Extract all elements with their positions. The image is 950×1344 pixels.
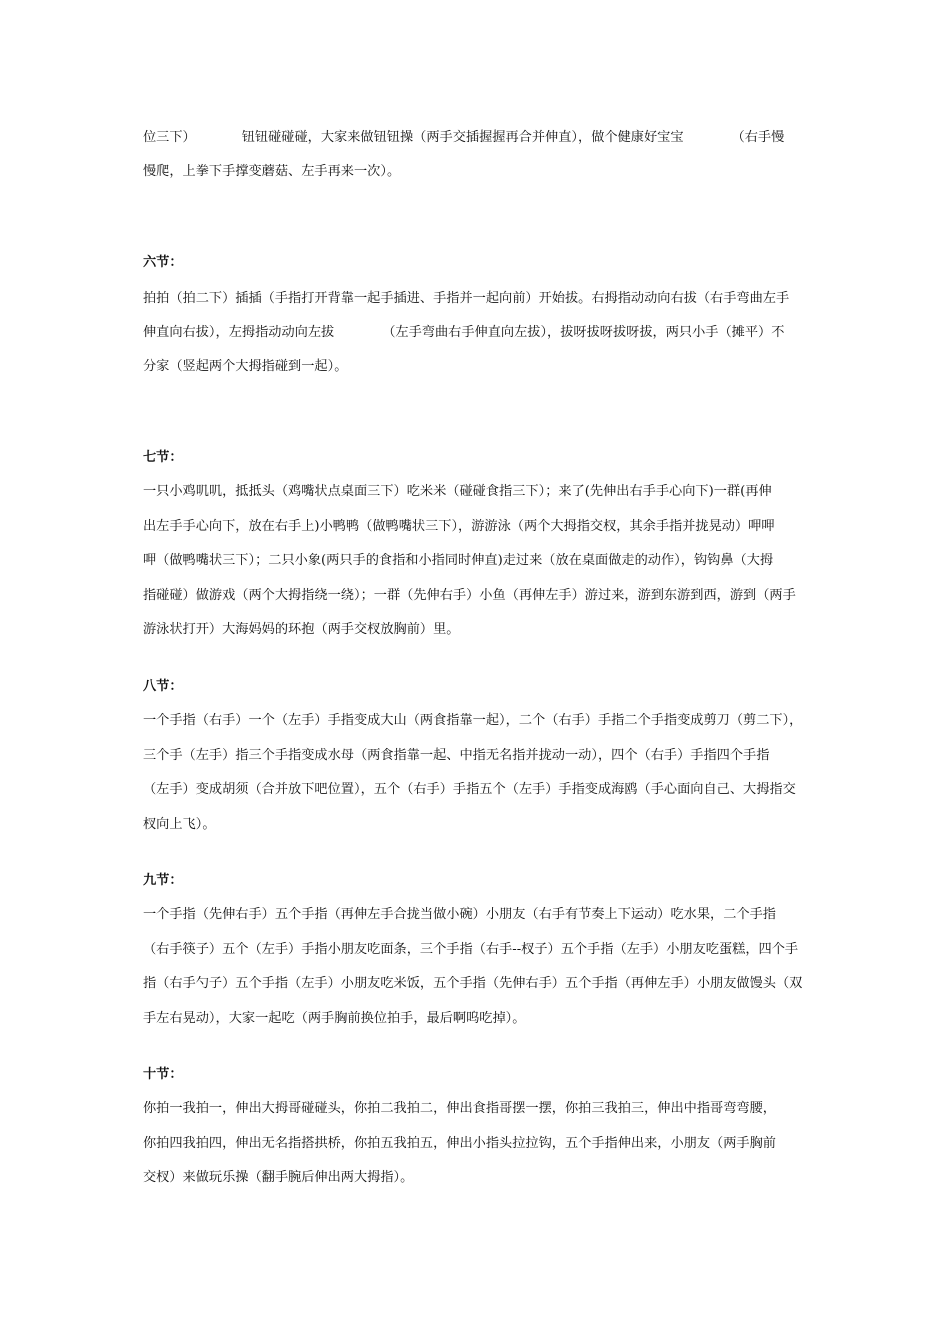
section-7-line-2: 出左手手心向下，放在右手上)小鸭鸭（做鸭嘴状三下），游游泳（两个大拇指交杈，其余手指并拢晃动）呷呷 [143, 519, 775, 534]
section-7-line-3: 呷（做鸭嘴状三下）；二只小象(两只手的食指和小指同时伸直)走过来（放在桌面做走的动作），钩钩鼻（大拇 [143, 553, 774, 568]
section-7-line-5: 游泳状打开）大海妈妈的环抱（两手交杈放胸前）里。 [143, 622, 460, 637]
intro-text-part-1: 位三下） [143, 130, 196, 145]
section-7-line-4: 指碰碰）做游戏（两个大拇指绕一绕）；一群（先伸右手）小鱼（再伸左手）游过来，游到东游到西，游到（两手 [143, 588, 796, 603]
section-7-line-1: 一只小鸡叽叽，抵抵头（鸡嘴状点桌面三下）吃米米（碰碰食指三下）；来了(先伸出右手手心向下)一群(再伸 [143, 484, 772, 499]
section-8-line-4: 杈向上飞）。 [143, 817, 216, 832]
section-9-heading: 九节： [143, 873, 183, 888]
section-8-line-2: 三个手（左手）指三个手指变成水母（两食指靠一起、中指无名指并拢动一动），四个（右手）手指四个手指 [143, 748, 770, 763]
section-9-line-4: 手左右晃动），大家一起吃（两手胸前换位拍手，最后啊呜吃掉）。 [143, 1011, 526, 1026]
section-6-line-2 [143, 323, 811, 343]
section-10-line-2: 你拍四我拍四，伸出无名指搭拱桥，你拍五我拍五，伸出小指头拉拉钩，五个手指伸出来，小朋友（两手胸前 [143, 1136, 776, 1151]
intro-line-1 [143, 128, 811, 148]
section-9-line-3: 指（右手勺子）五个手指（左手）小朋友吃米饭，五个手指（先伸右手）五个手指（再伸左手）小朋友做馒头（双 [143, 976, 803, 991]
section-8-line-3: （左手）变成胡须（合并放下吧位置），五个（右手）手指五个（左手）手指变成海鸥（手心面向自己、大拇指交 [143, 782, 796, 797]
section-9-line-1: 一个手指（先伸右手）五个手指（再伸左手合拢当做小碗）小朋友（右手有节奏上下运动）吃水果，二个手指 [143, 907, 776, 922]
section-9-line-2: （右手筷子）五个（左手）手指小朋友吃面条，三个手指（右手--杈子）五个手指（左手）小朋友吃蛋糕，四个手 [143, 942, 799, 957]
section-10-line-3: 交杈）来做玩乐操（翻手腕后伸出两大拇指）。 [143, 1170, 414, 1185]
intro-text-part-3: （右手慢 [731, 130, 785, 145]
section-6-line-3: 分家（竖起两个大拇指碰到一起）。 [143, 359, 348, 374]
intro-line-2: 慢爬，上拳下手撑变蘑菇、左手再来一次）。 [143, 164, 401, 179]
section-8-line-1: 一个手指（右手）一个（左手）手指变成大山（两食指靠一起），二个（右手）手指二个手指变成剪刀（剪二下）， [143, 713, 803, 728]
section-10-line-1: 你拍一我拍一，伸出大拇哥碰碰头，你拍二我拍二，伸出食指哥摆一摆，你拍三我拍三，伸出中指哥弯弯腰， [143, 1101, 776, 1116]
section-6-line-2-part-1: 伸直向右拔），左拇指动动向左拔 [143, 325, 335, 340]
intro-text-part-2: 钮钮碰碰碰，大家来做钮钮操（两手交插握握再合并伸直），做个健康好宝宝 [241, 130, 684, 145]
section-6-heading: 六节： [143, 255, 183, 270]
section-7-heading: 七节： [143, 450, 183, 465]
section-6-line-1: 拍拍（拍二下）插插（手指打开背靠一起手插进、手指并一起向前）开始拔。右拇指动动向右拔（右手弯曲左手 [143, 291, 790, 306]
section-6-line-2-part-2: （左手弯曲右手伸直向左拔），拔呀拔呀拔呀拔，两只小手（摊平）不 [382, 325, 785, 340]
section-10-heading: 十节： [143, 1067, 183, 1082]
section-8-heading: 八节： [143, 679, 183, 694]
